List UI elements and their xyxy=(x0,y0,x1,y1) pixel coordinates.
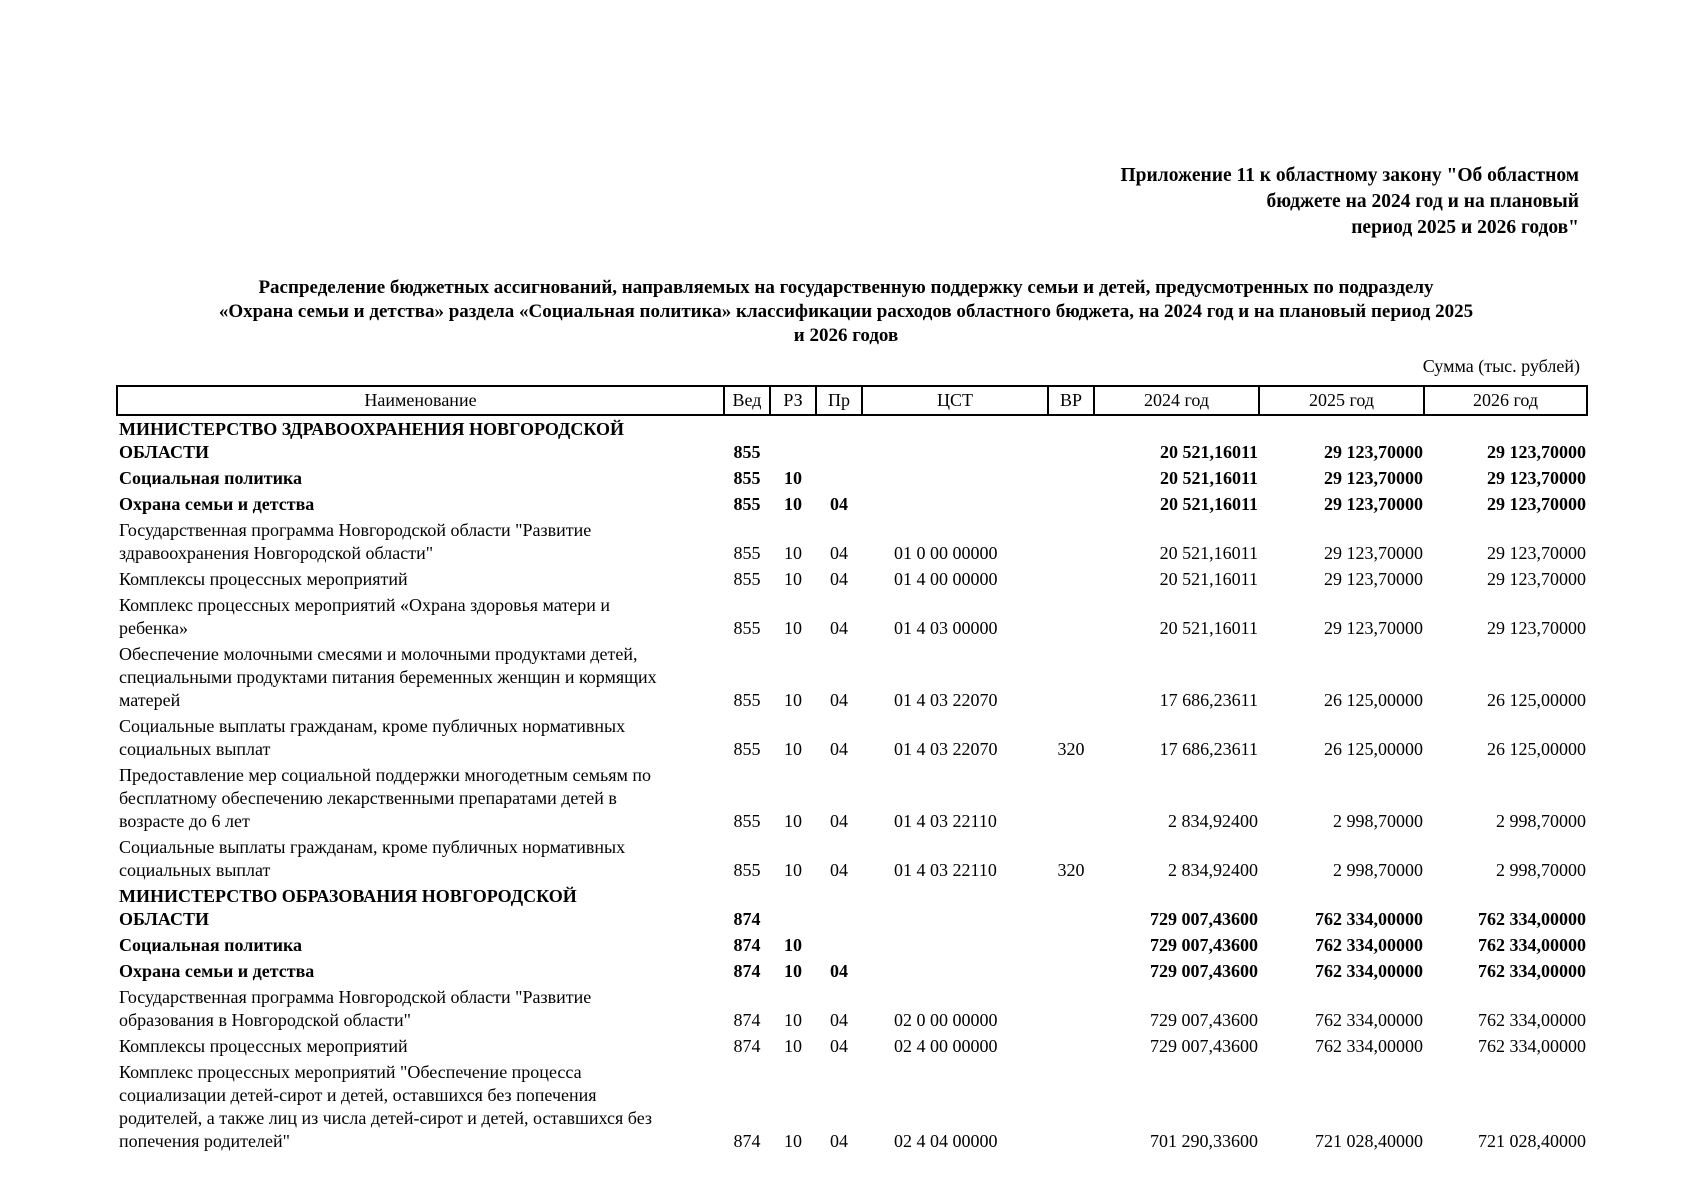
cell-2024: 20 521,16011 xyxy=(1159,468,1258,488)
cell-vr: 320 xyxy=(1057,860,1085,880)
cell-2026: 762 334,00000 xyxy=(1478,961,1586,981)
cell-pr: 04 xyxy=(830,860,848,880)
table-row xyxy=(117,491,1587,517)
column-header-name: Наименование xyxy=(117,386,724,415)
cell-pr: 04 xyxy=(830,1131,848,1151)
cell-2024: 20 521,16011 xyxy=(1159,543,1258,563)
cell-vr xyxy=(1048,517,1094,566)
cell-ved: 874 xyxy=(733,1010,761,1030)
appendix-line: период 2025 и 2026 годов" xyxy=(1351,217,1579,238)
cell-2024: 2 834,92400 xyxy=(1168,860,1258,880)
table-row xyxy=(117,1059,1587,1154)
cell-2025: 29 123,70000 xyxy=(1324,442,1423,462)
cell-name xyxy=(117,883,724,932)
cell-2025: 762 334,00000 xyxy=(1315,909,1423,929)
cell-2026: 762 334,00000 xyxy=(1478,1036,1586,1056)
cell-cst: 02 4 00 00000 xyxy=(894,1036,998,1056)
cell-name-line: Социальные выплаты гражданам, кроме публичных нормативных xyxy=(119,716,626,736)
cell-name xyxy=(117,641,724,713)
cell-2026: 29 123,70000 xyxy=(1487,618,1586,638)
cell-2025: 762 334,00000 xyxy=(1315,961,1423,981)
cell-name-line: возрасте до 6 лет xyxy=(119,811,250,831)
cell-name xyxy=(117,958,724,984)
cell-pr xyxy=(816,465,862,491)
cell-ved: 874 xyxy=(733,1036,761,1056)
cell-name xyxy=(117,566,724,592)
cell-cst: 02 0 00 00000 xyxy=(894,1010,998,1030)
column-header-vr: ВР xyxy=(1048,386,1094,415)
cell-name-line: Обеспечение молочными смесями и молочными продуктами детей, xyxy=(119,644,638,664)
cell-2024: 17 686,23611 xyxy=(1159,739,1258,759)
table-row xyxy=(117,762,1587,834)
cell-vr xyxy=(1048,641,1094,713)
cell-2025: 2 998,70000 xyxy=(1333,860,1423,880)
cell-2024: 20 521,16011 xyxy=(1159,494,1258,514)
column-header-ved: Вед xyxy=(724,386,770,415)
cell-ved: 874 xyxy=(733,1131,761,1151)
cell-ved: 855 xyxy=(733,543,761,563)
table-row xyxy=(117,958,1587,984)
cell-name-line: бесплатному обеспечению лекарственными препаратами детей в xyxy=(119,788,617,808)
cell-name xyxy=(117,517,724,566)
cell-pr: 04 xyxy=(830,690,848,710)
cell-2025: 762 334,00000 xyxy=(1315,1036,1423,1056)
cell-name-line: ОБЛАСТИ xyxy=(119,909,209,929)
table-row xyxy=(117,592,1587,641)
cell-pr xyxy=(816,883,862,932)
cell-pr: 04 xyxy=(830,811,848,831)
cell-rz: 10 xyxy=(784,935,802,955)
cell-cst: 01 4 03 00000 xyxy=(894,618,998,638)
budget-table xyxy=(116,385,1588,1154)
column-header-2025: 2025 год xyxy=(1259,386,1424,415)
table-row xyxy=(117,713,1587,762)
cell-pr: 04 xyxy=(830,494,848,514)
cell-name xyxy=(117,415,724,465)
cell-name xyxy=(117,984,724,1033)
cell-name-line: социальных выплат xyxy=(119,739,271,759)
cell-ved: 855 xyxy=(733,860,761,880)
column-header-2024: 2024 год xyxy=(1094,386,1259,415)
cell-ved: 874 xyxy=(733,909,761,929)
title-line: Распределение бюджетных ассигнований, направляемых на государственную поддержку семьи и детей, предусмотренных по подразделу xyxy=(258,277,1434,298)
cell-cst: 01 4 03 22110 xyxy=(894,860,997,880)
table-row xyxy=(117,517,1587,566)
cell-2026: 29 123,70000 xyxy=(1487,543,1586,563)
cell-rz: 10 xyxy=(784,468,802,488)
cell-2024: 729 007,43600 xyxy=(1150,935,1258,955)
table-header-row xyxy=(117,386,1587,415)
cell-2026: 29 123,70000 xyxy=(1487,468,1586,488)
cell-2024: 17 686,23611 xyxy=(1159,690,1258,710)
cell-rz: 10 xyxy=(784,494,802,514)
cell-2026: 29 123,70000 xyxy=(1487,569,1586,589)
cell-cst: 02 4 04 00000 xyxy=(894,1131,998,1151)
cell-name-line: Комплексы процессных мероприятий xyxy=(119,1036,408,1056)
cell-pr: 04 xyxy=(830,1036,848,1056)
column-header-rz: РЗ xyxy=(770,386,816,415)
appendix-reference xyxy=(1019,163,1579,241)
cell-2025: 29 123,70000 xyxy=(1324,494,1423,514)
cell-name xyxy=(117,834,724,883)
cell-2024: 20 521,16011 xyxy=(1159,618,1258,638)
cell-rz: 10 xyxy=(784,618,802,638)
cell-pr: 04 xyxy=(830,1010,848,1030)
cell-vr xyxy=(1048,491,1094,517)
title-line: и 2026 годов xyxy=(793,325,899,346)
column-header-cst: ЦСТ xyxy=(862,386,1048,415)
cell-cst xyxy=(862,883,1048,932)
table-row xyxy=(117,1033,1587,1059)
cell-name-line: Комплексы процессных мероприятий xyxy=(119,569,408,589)
cell-2026: 2 998,70000 xyxy=(1496,860,1586,880)
cell-2026: 762 334,00000 xyxy=(1478,1010,1586,1030)
cell-name-line: ребенка» xyxy=(119,618,188,638)
cell-vr xyxy=(1048,415,1094,465)
cell-name-line: здравоохранения Новгородской области" xyxy=(119,543,434,563)
table-body xyxy=(117,415,1587,1154)
cell-cst: 01 4 00 00000 xyxy=(894,569,998,589)
cell-name-line: ОБЛАСТИ xyxy=(119,442,209,462)
cell-2026: 26 125,00000 xyxy=(1487,739,1586,759)
cell-name-line: Государственная программа Новгородской области "Развитие xyxy=(119,520,592,540)
cell-name xyxy=(117,713,724,762)
cell-name-line: социализации детей-сирот и детей, оставшихся без попечения xyxy=(119,1085,597,1105)
cell-name-line: МИНИСТЕРСТВО ОБРАЗОВАНИЯ НОВГОРОДСКОЙ xyxy=(119,886,577,906)
title-line: «Охрана семьи и детства» раздела «Социальная политика» классификации расходов областного бюджета, на 2024 год и на плановый период 2025 xyxy=(218,301,1474,322)
cell-name-line: Охрана семьи и детства xyxy=(119,961,315,981)
cell-pr xyxy=(816,415,862,465)
table-row xyxy=(117,465,1587,491)
cell-2024: 729 007,43600 xyxy=(1150,961,1258,981)
cell-ved: 874 xyxy=(733,961,761,981)
units-label: Сумма (тыс. рублей) xyxy=(1422,356,1580,376)
cell-pr xyxy=(816,932,862,958)
appendix-line: бюджете на 2024 год и на плановый xyxy=(1266,191,1579,212)
cell-pr: 04 xyxy=(830,543,848,563)
cell-name-line: Комплекс процессных мероприятий «Охрана здоровья матери и xyxy=(119,595,610,615)
cell-pr: 04 xyxy=(830,569,848,589)
cell-name xyxy=(117,491,724,517)
cell-name xyxy=(117,465,724,491)
cell-cst: 01 4 03 22110 xyxy=(894,811,997,831)
column-header-pr: Пр xyxy=(816,386,862,415)
cell-rz xyxy=(770,415,816,465)
table-row xyxy=(117,566,1587,592)
cell-name-line: Государственная программа Новгородской области "Развитие xyxy=(119,987,592,1007)
cell-name-line: Социальная политика xyxy=(119,935,303,955)
cell-rz: 10 xyxy=(784,569,802,589)
table-row xyxy=(117,834,1587,883)
cell-cst xyxy=(862,958,1048,984)
cell-2024: 729 007,43600 xyxy=(1150,909,1258,929)
cell-ved: 855 xyxy=(733,442,761,462)
cell-name-line: Предоставление мер социальной поддержки многодетным семьям по xyxy=(119,765,652,785)
cell-2024: 701 290,33600 xyxy=(1150,1131,1258,1151)
cell-cst: 01 4 03 22070 xyxy=(894,690,998,710)
cell-name-line: социальных выплат xyxy=(119,860,271,880)
cell-cst xyxy=(862,491,1048,517)
cell-vr xyxy=(1048,958,1094,984)
cell-2024: 2 834,92400 xyxy=(1168,811,1258,831)
cell-name-line: матерей xyxy=(119,690,181,710)
cell-2024: 20 521,16011 xyxy=(1159,569,1258,589)
cell-2025: 29 123,70000 xyxy=(1324,569,1423,589)
cell-vr xyxy=(1048,1059,1094,1154)
cell-2025: 762 334,00000 xyxy=(1315,1010,1423,1030)
cell-vr xyxy=(1048,465,1094,491)
cell-2024: 20 521,16011 xyxy=(1159,442,1258,462)
cell-2025: 721 028,40000 xyxy=(1315,1131,1423,1151)
cell-cst xyxy=(862,465,1048,491)
cell-ved: 855 xyxy=(733,811,761,831)
cell-name-line: специальными продуктами питания беременных женщин и кормящих xyxy=(119,667,657,687)
cell-vr xyxy=(1048,932,1094,958)
cell-2025: 29 123,70000 xyxy=(1324,468,1423,488)
cell-cst: 01 0 00 00000 xyxy=(894,543,998,563)
cell-2026: 29 123,70000 xyxy=(1487,442,1586,462)
cell-rz: 10 xyxy=(784,811,802,831)
cell-pr: 04 xyxy=(830,961,848,981)
document-title xyxy=(112,276,1580,348)
cell-rz xyxy=(770,883,816,932)
cell-2024: 729 007,43600 xyxy=(1150,1036,1258,1056)
cell-name xyxy=(117,932,724,958)
cell-name xyxy=(117,592,724,641)
cell-rz: 10 xyxy=(784,1131,802,1151)
cell-2025: 26 125,00000 xyxy=(1324,739,1423,759)
cell-rz: 10 xyxy=(784,739,802,759)
cell-2025: 2 998,70000 xyxy=(1333,811,1423,831)
table-row xyxy=(117,883,1587,932)
appendix-line: Приложение 11 к областному закону "Об областном xyxy=(1120,165,1579,186)
table-row xyxy=(117,415,1587,465)
table-row xyxy=(117,641,1587,713)
cell-name-line: Комплекс процессных мероприятий "Обеспечение процесса xyxy=(119,1062,582,1082)
cell-name xyxy=(117,1033,724,1059)
cell-vr xyxy=(1048,1033,1094,1059)
cell-name-line: Охрана семьи и детства xyxy=(119,494,315,514)
cell-2026: 762 334,00000 xyxy=(1478,909,1586,929)
table-row xyxy=(117,932,1587,958)
cell-2026: 29 123,70000 xyxy=(1487,494,1586,514)
cell-name xyxy=(117,1059,724,1154)
cell-name-line: образования в Новгородской области" xyxy=(119,1010,411,1030)
cell-name-line: Социальные выплаты гражданам, кроме публичных нормативных xyxy=(119,837,626,857)
cell-ved: 855 xyxy=(733,494,761,514)
cell-vr xyxy=(1048,566,1094,592)
cell-2025: 29 123,70000 xyxy=(1324,618,1423,638)
cell-cst: 01 4 03 22070 xyxy=(894,739,998,759)
cell-2026: 762 334,00000 xyxy=(1478,935,1586,955)
cell-2026: 26 125,00000 xyxy=(1487,690,1586,710)
cell-rz: 10 xyxy=(784,1010,802,1030)
cell-name-line: Социальная политика xyxy=(119,468,303,488)
cell-2025: 29 123,70000 xyxy=(1324,543,1423,563)
cell-ved: 855 xyxy=(733,468,761,488)
cell-2026: 721 028,40000 xyxy=(1478,1131,1586,1151)
cell-ved: 855 xyxy=(733,618,761,638)
cell-name-line: родителей, а также лиц из числа детей-сирот и детей, оставшихся без xyxy=(119,1108,653,1128)
cell-rz: 10 xyxy=(784,690,802,710)
cell-name-line: МИНИСТЕРСТВО ЗДРАВООХРАНЕНИЯ НОВГОРОДСКОЙ xyxy=(119,419,625,439)
cell-ved: 855 xyxy=(733,690,761,710)
cell-cst xyxy=(862,415,1048,465)
cell-vr xyxy=(1048,762,1094,834)
cell-vr xyxy=(1048,984,1094,1033)
column-header-2026: 2026 год xyxy=(1424,386,1587,415)
cell-rz: 10 xyxy=(784,961,802,981)
cell-pr: 04 xyxy=(830,618,848,638)
cell-rz: 10 xyxy=(784,543,802,563)
cell-2024: 729 007,43600 xyxy=(1150,1010,1258,1030)
cell-2025: 26 125,00000 xyxy=(1324,690,1423,710)
table-row xyxy=(117,984,1587,1033)
cell-name xyxy=(117,762,724,834)
cell-2025: 762 334,00000 xyxy=(1315,935,1423,955)
cell-name-line: попечения родителей" xyxy=(119,1131,290,1151)
cell-vr xyxy=(1048,883,1094,932)
cell-ved: 855 xyxy=(733,739,761,759)
cell-ved: 855 xyxy=(733,569,761,589)
cell-pr: 04 xyxy=(830,739,848,759)
cell-ved: 874 xyxy=(733,935,761,955)
cell-rz: 10 xyxy=(784,860,802,880)
cell-cst xyxy=(862,932,1048,958)
cell-vr: 320 xyxy=(1057,739,1085,759)
cell-2026: 2 998,70000 xyxy=(1496,811,1586,831)
cell-vr xyxy=(1048,592,1094,641)
cell-rz: 10 xyxy=(784,1036,802,1056)
